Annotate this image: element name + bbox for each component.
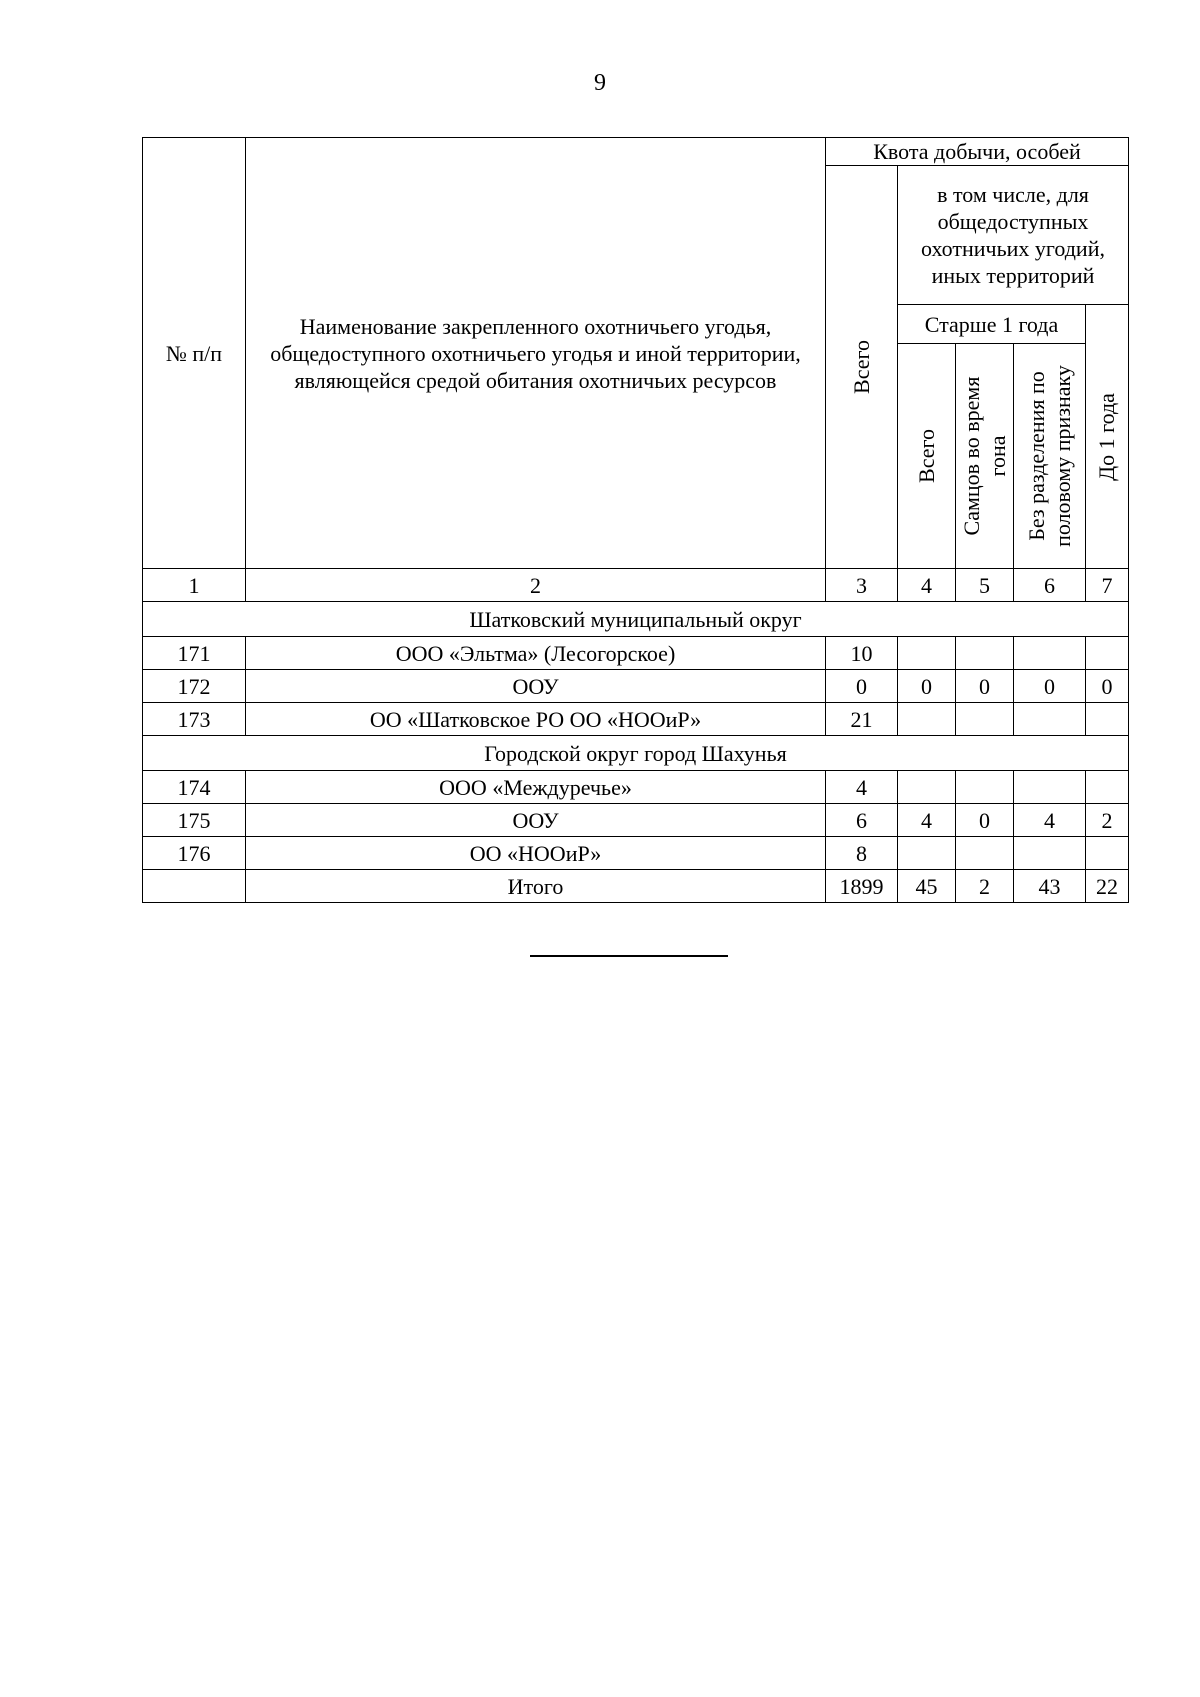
- row-c6: [1014, 703, 1086, 736]
- row-c6: 4: [1014, 804, 1086, 837]
- column-number: 1: [143, 569, 246, 602]
- row-c5: [956, 837, 1014, 870]
- total-c5: 2: [956, 870, 1014, 903]
- row-c5: [956, 637, 1014, 670]
- section-row: [143, 602, 1129, 637]
- header-total-text: Всего: [848, 340, 874, 394]
- row-name: ООО «Эльтма» (Лесогорское): [246, 637, 826, 670]
- row-name: ООУ: [246, 670, 826, 703]
- row-num: 173: [143, 703, 246, 736]
- header-under-1y-text: До 1 года: [1094, 392, 1119, 481]
- row-name: ООУ: [246, 804, 826, 837]
- table-row: [143, 837, 1129, 870]
- header-no-sex-text: Без разделения по половому признаку: [1023, 365, 1075, 547]
- row-name: ОО «НООиР»: [246, 837, 826, 870]
- total-c7: 22: [1086, 870, 1129, 903]
- column-number: 7: [1086, 569, 1129, 602]
- row-c4: [898, 837, 956, 870]
- header-incl-public: в том числе, для общедоступных охотничьих угодий, иных территорий: [898, 166, 1129, 305]
- table-row: [143, 804, 1129, 837]
- header-older-total-text: Всего: [913, 429, 939, 483]
- column-number: 4: [898, 569, 956, 602]
- row-c3: 21: [826, 703, 898, 736]
- row-c3: 4: [826, 771, 898, 804]
- section-title: Шатковский муниципальный округ: [143, 602, 1129, 637]
- table-row: [143, 703, 1129, 736]
- total-c6: 43: [1014, 870, 1086, 903]
- row-c5: [956, 703, 1014, 736]
- header-males-rut-text: Самцов во время гона: [958, 376, 1010, 536]
- header-quota: Квота добычи, особей: [826, 138, 1129, 166]
- column-number: 6: [1014, 569, 1086, 602]
- header-col-name: Наименование закрепленного охотничьего угодья, общедоступного охотничьего угодья и иной территории, являющейся средой обитания охотничьих ресурсов: [246, 138, 826, 569]
- total-c3: 1899: [826, 870, 898, 903]
- header-older-total: [898, 344, 956, 569]
- row-c7: [1086, 771, 1129, 804]
- end-rule: [530, 955, 728, 957]
- row-name: ОО «Шатковское РО ОО «НООиР»: [246, 703, 826, 736]
- row-c5: 0: [956, 670, 1014, 703]
- row-c4: [898, 637, 956, 670]
- section-title: Городской округ город Шахунья: [143, 736, 1129, 771]
- row-num: 171: [143, 637, 246, 670]
- column-number: 2: [246, 569, 826, 602]
- row-c6: [1014, 637, 1086, 670]
- column-number: 5: [956, 569, 1014, 602]
- row-c7: [1086, 637, 1129, 670]
- row-c5: 0: [956, 804, 1014, 837]
- header-under-1y: [1086, 305, 1129, 569]
- row-c6: [1014, 837, 1086, 870]
- table-row: [143, 637, 1129, 670]
- column-numbers-row: [143, 569, 1129, 602]
- row-c4: [898, 703, 956, 736]
- table-row: [143, 771, 1129, 804]
- row-c7: [1086, 837, 1129, 870]
- row-c7: [1086, 703, 1129, 736]
- row-c4: 0: [898, 670, 956, 703]
- row-c7: 0: [1086, 670, 1129, 703]
- row-c4: [898, 771, 956, 804]
- row-num: 174: [143, 771, 246, 804]
- page-number: 9: [594, 70, 606, 96]
- row-name: ООО «Междуречье»: [246, 771, 826, 804]
- header-males-rut: [956, 344, 1014, 569]
- total-num: [143, 870, 246, 903]
- row-c3: 6: [826, 804, 898, 837]
- row-c6: 0: [1014, 670, 1086, 703]
- total-row: [143, 870, 1129, 903]
- quota-table: [142, 137, 1129, 903]
- row-c3: 0: [826, 670, 898, 703]
- header-total: [826, 166, 898, 569]
- header-no-sex: [1014, 344, 1086, 569]
- row-c6: [1014, 771, 1086, 804]
- row-c7: 2: [1086, 804, 1129, 837]
- header-col-num: № п/п: [143, 138, 246, 569]
- table-row: [143, 670, 1129, 703]
- column-number: 3: [826, 569, 898, 602]
- header-older-1y: Старше 1 года: [898, 305, 1086, 344]
- section-row: [143, 736, 1129, 771]
- row-c3: 8: [826, 837, 898, 870]
- row-num: 176: [143, 837, 246, 870]
- row-num: 172: [143, 670, 246, 703]
- row-c5: [956, 771, 1014, 804]
- row-num: 175: [143, 804, 246, 837]
- row-c3: 10: [826, 637, 898, 670]
- total-label: Итого: [246, 870, 826, 903]
- row-c4: 4: [898, 804, 956, 837]
- total-c4: 45: [898, 870, 956, 903]
